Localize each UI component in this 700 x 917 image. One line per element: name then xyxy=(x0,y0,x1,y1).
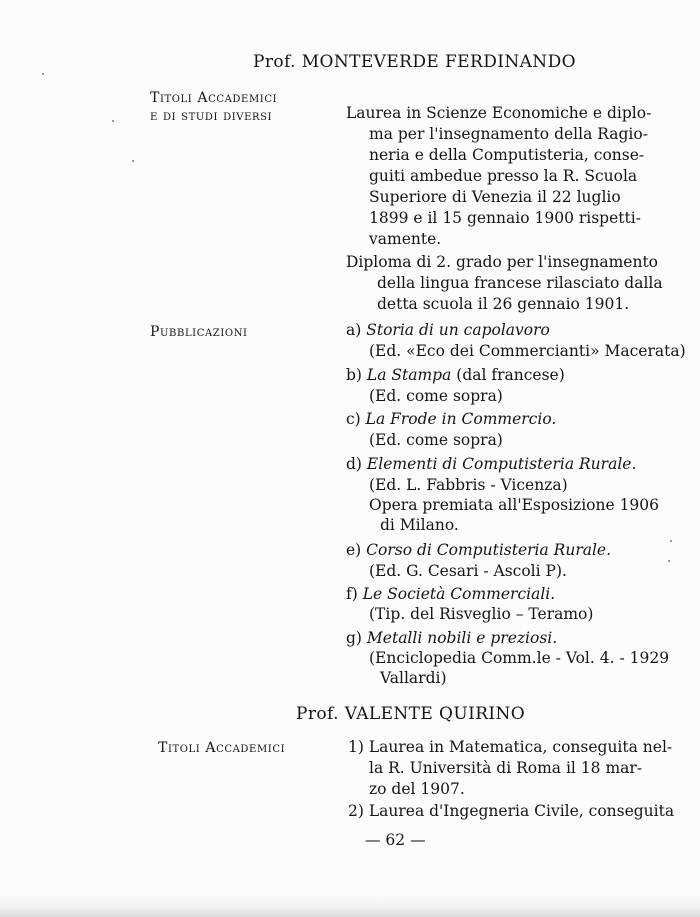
item-letter: d) xyxy=(346,455,362,473)
list-item xyxy=(346,320,550,341)
item-number: 2) xyxy=(348,802,364,820)
publication-note: (dal francese) xyxy=(451,366,565,384)
text-line: 1899 e il 15 gennaio 1900 rispetti- xyxy=(369,209,641,227)
text-line: ma per l'insegnamento della Ragio- xyxy=(369,125,648,143)
scan-speck xyxy=(42,73,44,75)
publication-detail: di Milano. xyxy=(380,516,459,534)
publication-title: Metalli nobili e preziosi. xyxy=(366,629,558,647)
item-letter: f) xyxy=(346,585,358,603)
item-letter: g) xyxy=(346,629,362,647)
list-item xyxy=(346,454,636,475)
scan-speck xyxy=(132,160,134,162)
text-line: neria e della Computisteria, conse- xyxy=(369,146,645,164)
publication-detail: (Ed. «Eco dei Commercianti» Macerata) xyxy=(369,342,686,360)
person-name-valente: Prof. VALENTE QUIRINO xyxy=(296,704,526,724)
label-titoli-accademici-2: Titoli Accademici xyxy=(158,740,286,756)
text-line: vamente. xyxy=(369,230,442,248)
scan-speck xyxy=(668,560,670,562)
publication-detail: (Ed. G. Cesari - Ascoli P). xyxy=(369,562,567,580)
publication-detail: (Ed. L. Fabbris - Vicenza) xyxy=(369,476,568,494)
list-item xyxy=(346,365,565,386)
label-studi-diversi: e di studi diversi xyxy=(150,108,273,124)
publication-detail: (Ed. come sopra) xyxy=(369,387,503,405)
text-line: zo del 1907. xyxy=(369,780,465,798)
publication-title: La Frode in Commercio. xyxy=(365,410,557,428)
text-line: guiti ambedue presso la R. Scuola xyxy=(369,167,638,185)
text-line: Laurea in Matematica, conseguita nel- xyxy=(368,738,673,756)
scan-speck xyxy=(670,540,672,542)
publication-title: Corso di Computisteria Rurale. xyxy=(366,541,612,559)
publication-detail: (Tip. del Risveglio – Teramo) xyxy=(369,605,594,623)
list-item xyxy=(346,584,555,605)
text-line: Laurea in Scienze Economiche e diplo- xyxy=(346,104,652,122)
publication-title: Le Società Commerciali. xyxy=(362,585,556,603)
publication-title: Elementi di Computisteria Rurale. xyxy=(366,455,637,473)
list-item xyxy=(346,540,611,561)
scan-bottom-shadow xyxy=(0,895,700,917)
list-item xyxy=(348,737,672,758)
text-line: Laurea d'Ingegneria Civile, conseguita xyxy=(368,802,675,820)
text-line: Diploma di 2. grado per l'insegnamento xyxy=(346,253,659,271)
scan-speck xyxy=(112,120,114,122)
publication-title: La Stampa xyxy=(366,366,452,384)
publication-detail: Opera premiata all'Esposizione 1906 xyxy=(369,496,660,514)
page-number: — 62 — xyxy=(365,831,426,849)
publication-detail: Vallardi) xyxy=(380,669,447,687)
publication-title: Storia di un capolavoro xyxy=(366,321,550,339)
label-pubblicazioni: Pubblicazioni xyxy=(150,324,248,340)
label-titoli-accademici: Titoli Accademici xyxy=(150,90,278,106)
list-item xyxy=(346,409,556,430)
text-line: detta scuola il 26 gennaio 1901. xyxy=(377,295,630,313)
item-letter: e) xyxy=(346,541,362,559)
item-letter: b) xyxy=(346,366,362,384)
text-line: la R. Università di Roma il 18 mar- xyxy=(369,759,643,777)
text-line: della lingua francese rilasciato dalla xyxy=(377,274,663,292)
person-name-monteverde: Prof. MONTEVERDE FERDINANDO xyxy=(253,52,576,72)
item-number: 1) xyxy=(348,738,364,756)
publication-detail: (Enciclopedia Comm.le - Vol. 4. - 1929 xyxy=(369,649,670,667)
item-letter: a) xyxy=(346,321,362,339)
list-item xyxy=(346,628,557,649)
text-line: Superiore di Venezia il 22 luglio xyxy=(369,188,621,206)
list-item xyxy=(348,801,674,822)
item-letter: c) xyxy=(346,410,361,428)
publication-detail: (Ed. come sopra) xyxy=(369,431,503,449)
